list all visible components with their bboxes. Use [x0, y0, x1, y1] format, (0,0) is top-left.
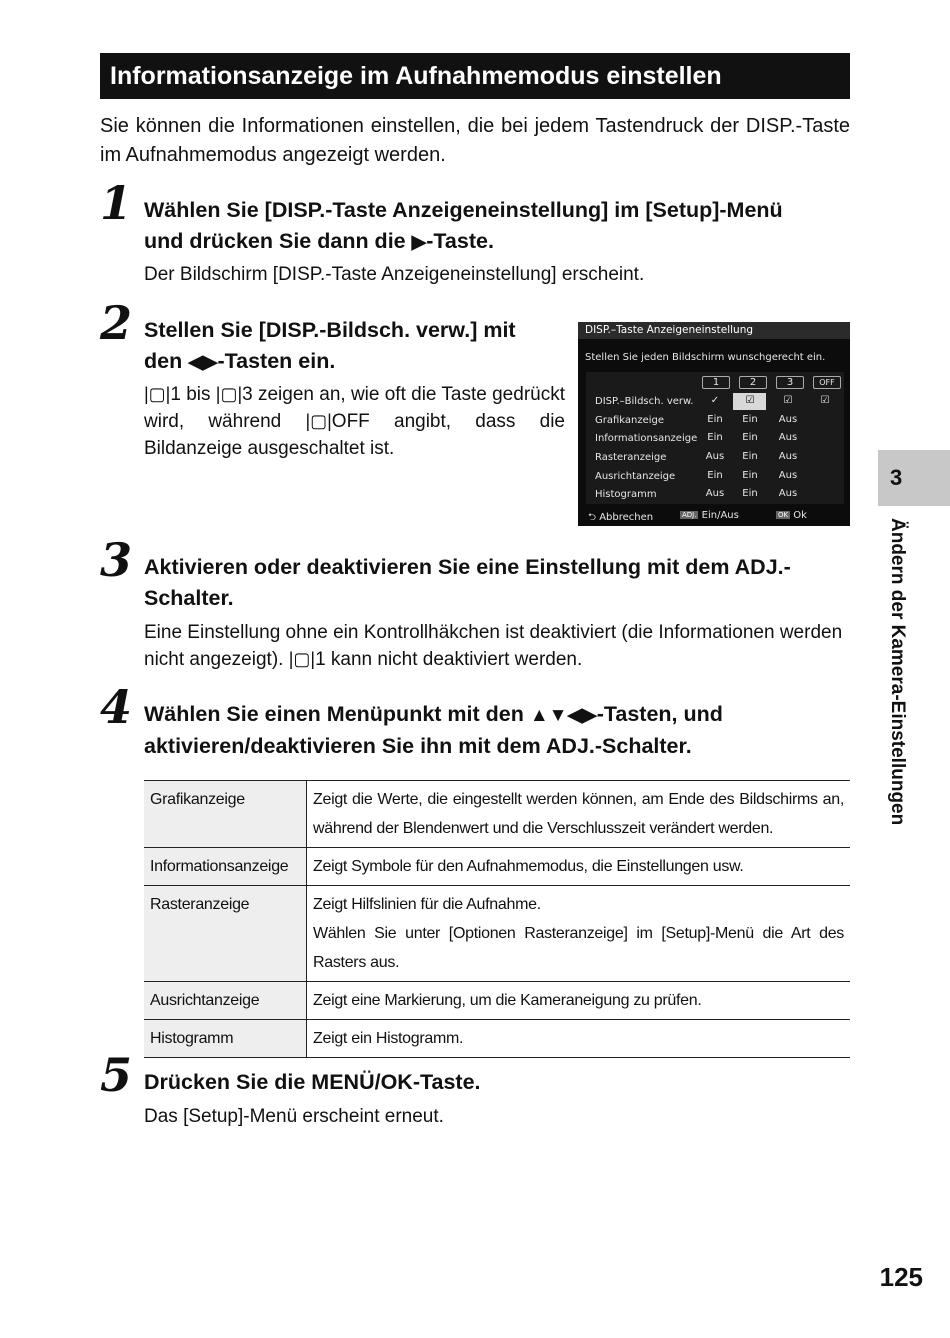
screen-row-label: DISP.–Bildsch. verw.: [595, 396, 694, 407]
left-right-arrows-icon: ◀▶: [188, 352, 218, 373]
screen-value: Aus: [705, 488, 725, 499]
screen-col-3: 3: [776, 376, 804, 389]
screen-value: Aus: [778, 470, 798, 481]
table-description: Zeigt Hilfslinien für die Aufnahme. Wählen Sie unter [Optionen Rasteranzeige] im [Setup]-Menü die Art des Rasters aus.: [307, 886, 851, 982]
page-number: 125: [879, 1262, 923, 1292]
step-1-body: Der Bildschirm [DISP.-Taste Anzeigeneinstellung] erscheint.: [144, 264, 645, 285]
page-title: Informationsanzeige im Aufnahmemodus einstellen: [100, 53, 850, 99]
screen-value: Ein: [742, 414, 758, 425]
screen-frame-icon: |▢|: [288, 649, 316, 669]
table-term: Ausrichtanzeige: [144, 982, 307, 1020]
screen-col-2: 2: [739, 376, 767, 389]
step-4-number: 4: [100, 680, 133, 734]
step-3-heading: Aktivieren oder deaktivieren Sie eine Einstellung mit dem ADJ.-Schalter.: [144, 555, 791, 610]
screen-row-label: Histogramm: [595, 489, 657, 500]
screen-frame-icon: |▢|: [144, 384, 171, 404]
screen-row-label: Grafikanzeige: [595, 415, 665, 426]
screen-col-1: 1: [702, 376, 730, 389]
screen-col-off: OFF: [813, 376, 841, 389]
step-1-heading: Wählen Sie [DISP.-Taste Anzeigeneinstellung] im [Setup]-Menü und drücken Sie dann die ▶-Taste.: [144, 198, 783, 253]
table-row: [144, 1020, 850, 1058]
screen-check: ☑: [745, 395, 755, 406]
screen-value: Ein: [707, 414, 723, 425]
table-term: Histogramm: [144, 1020, 307, 1058]
table-row: [144, 848, 850, 886]
screen-footer-ok: OK Ok: [778, 510, 807, 521]
step-4-heading: Wählen Sie einen Menüpunkt mit den ▲▼◀▶-Tasten, und aktivieren/deaktivieren Sie ihn mit dem ADJ.-Schalter.: [144, 702, 723, 758]
back-icon: ⮌: [588, 512, 597, 523]
intro-text: Sie können die Informationen einstellen, die bei jedem Tastendruck der DISP.-Taste im Aufnahmemodus angezeigt werden.: [100, 115, 850, 166]
table-row: [144, 982, 850, 1020]
screen-check: ☑: [820, 395, 830, 406]
screen-row-label: Informationsanzeige: [595, 433, 698, 444]
table-description: Zeigt ein Histogramm.: [307, 1020, 851, 1058]
step-2-heading: Stellen Sie [DISP.-Bildsch. verw.] mit den ◀▶-Tasten ein.: [144, 318, 516, 373]
step-2-body: |▢|1 bis |▢|3 zeigen an, wie oft die Taste gedrückt wird, während |▢|OFF angibt, dass die Bildanzeige ausgeschaltet ist.: [144, 381, 565, 462]
screen-row-label: Rasteranzeige: [595, 452, 667, 463]
screen-footer-adj: ADJ. Ein/Aus: [682, 510, 739, 521]
screen-frame-icon: |▢|: [305, 411, 332, 431]
table-description: Zeigt die Werte, die eingestellt werden können, am Ende des Bildschirms an, während der Blendenwert und die Verschlusszeit verändert werden.: [307, 781, 851, 848]
screen-value: Aus: [778, 451, 798, 462]
screen-value: Ein: [707, 432, 723, 443]
four-way-arrows-icon: ▲▼◀▶: [529, 705, 597, 726]
screen-value: Ein: [742, 488, 758, 499]
chapter-tab: 3: [878, 450, 950, 506]
table-term: Grafikanzeige: [144, 781, 307, 848]
camera-screen: [578, 322, 850, 526]
screen-value: Aus: [778, 432, 798, 443]
step-3-body: Eine Einstellung ohne ein Kontrollhäkchen ist deaktiviert (die Informationen werden nicht angezeigt). |▢|1 kann nicht deaktiviert werden.: [144, 619, 850, 673]
table-description: Zeigt Symbole für den Aufnahmemodus, die Einstellungen usw.: [307, 848, 851, 886]
table-row: [144, 886, 850, 982]
right-arrow-icon: ▶: [411, 232, 427, 253]
step-3-number: 3: [100, 533, 133, 587]
chapter-label: Ändern der Kamera-Einstellungen: [887, 518, 908, 826]
screen-frame-icon: |▢|: [215, 384, 243, 404]
table-description: Zeigt eine Markierung, um die Kameraneigung zu prüfen.: [307, 982, 851, 1020]
step-5-heading: Drücken Sie die MENÜ/OK-Taste.: [144, 1070, 481, 1094]
step-5-body: Das [Setup]-Menü erscheint erneut.: [144, 1106, 444, 1127]
screen-value: Ein: [742, 451, 758, 462]
step-2-number: 2: [100, 296, 133, 350]
screen-value: Aus: [705, 451, 725, 462]
settings-table: [144, 780, 850, 1058]
screen-value: Ein: [742, 432, 758, 443]
table-term: Rasteranzeige: [144, 886, 307, 982]
screen-check: ✓: [710, 395, 720, 406]
screen-title: DISP.–Taste Anzeigeneinstellung: [578, 322, 850, 339]
screen-row-label: Ausrichtanzeige: [595, 471, 676, 482]
table-term: Informationsanzeige: [144, 848, 307, 886]
step-1-number: 1: [100, 176, 133, 230]
screen-value: Aus: [778, 414, 798, 425]
screen-subtitle: Stellen Sie jeden Bildschirm wunschgerecht ein.: [585, 352, 826, 363]
step-5-number: 5: [100, 1048, 133, 1102]
screen-value: Aus: [778, 488, 798, 499]
screen-check: ☑: [783, 395, 793, 406]
table-row: [144, 781, 850, 848]
screen-value: Ein: [707, 470, 723, 481]
screen-footer-cancel: ⮌ Abbrechen: [588, 512, 654, 523]
screen-value: Ein: [742, 470, 758, 481]
